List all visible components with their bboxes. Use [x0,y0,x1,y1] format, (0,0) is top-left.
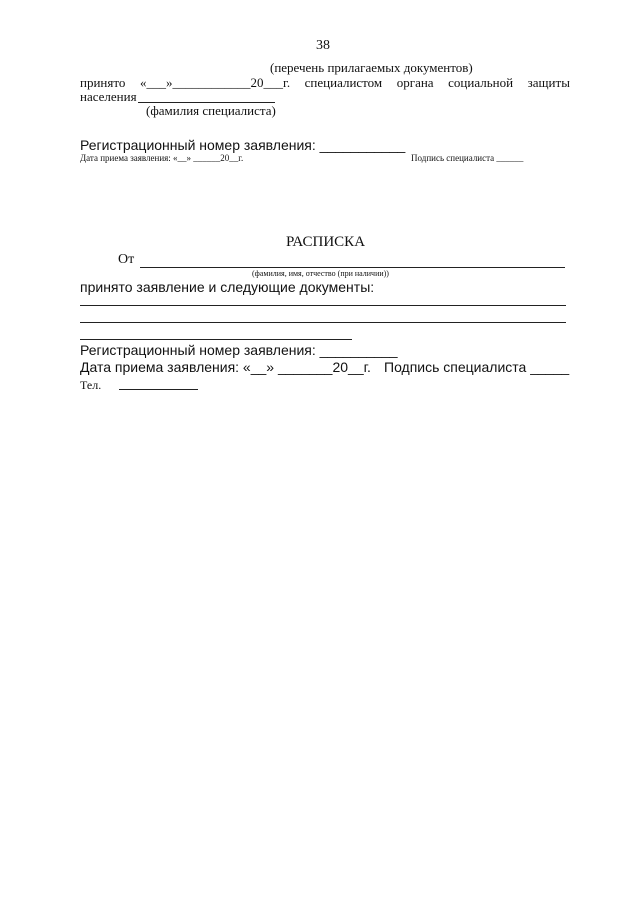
population-label: населения [80,89,137,104]
from-label: От [118,252,135,267]
receipt-signature-label: Подпись специалиста _____ [384,359,570,375]
phone-label: Тел. [80,378,102,392]
top-signature-label: Подпись специалиста ______ [411,153,524,163]
docs-list-caption: (перечень прилагаемых документов) [270,60,473,75]
specialist-caption: (фамилия специалиста) [146,103,276,118]
social-word: социальной [448,75,514,90]
fio-line [140,267,565,268]
documents-line-3 [80,339,352,340]
accepted-documents-text: принято заявление и следующие документы: [80,279,375,295]
phone-line [119,389,198,390]
receipt-date-label: Дата приема заявления: «__» _______20__г. [80,359,371,375]
protection-word: защиты [527,75,570,90]
receipt-title: РАСПИСКА [286,234,366,250]
organ-word: органа [396,75,434,90]
top-date-label: Дата приема заявления: «__» ______20__г. [80,153,244,163]
top-reg-number-label: Регистрационный номер заявления: ___________ [80,137,406,153]
documents-line-1 [80,305,566,306]
page-number: 38 [316,38,330,53]
accepted-date-blank: «___»____________20___г. [139,75,291,90]
receipt-reg-number-label: Регистрационный номер заявления: __________ [80,342,398,358]
accepted-word: принято [80,75,126,90]
accepted-row [80,75,570,91]
documents-line-2 [80,322,566,323]
fio-caption: (фамилия, имя, отчество (при наличии)) [252,269,389,278]
specialist-word: специалистом [304,75,383,90]
